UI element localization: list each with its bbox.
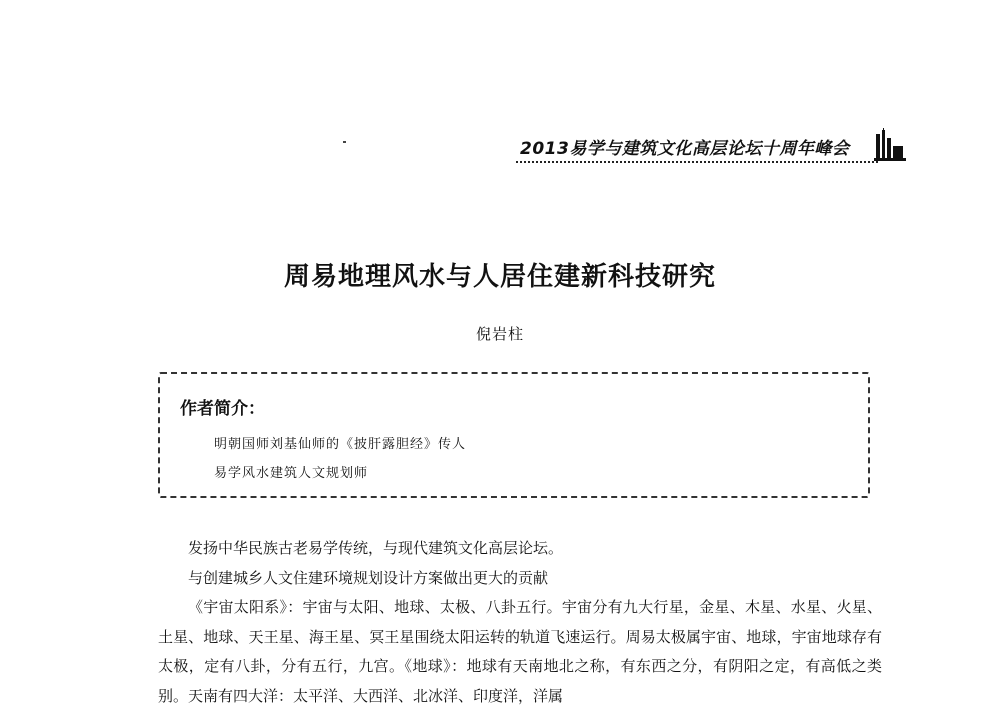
scan-speck <box>343 141 346 143</box>
article-author: 倪岩柱 <box>475 325 524 343</box>
bio-line: 易学风水建筑人文规划师 <box>214 466 369 481</box>
header-dotted-rule <box>516 161 878 163</box>
article-title: 周易地理风水与人居住建新科技研究 <box>283 262 716 292</box>
running-header <box>512 128 912 168</box>
body-paragraph: 发扬中华民族古老易学传统，与现代建筑文化高层论坛。 <box>188 539 564 557</box>
body-paragraph: 与创建城乡人文住建环境规划设计方案做出更大的贡献 <box>188 568 549 587</box>
building-emblem-icon <box>872 128 908 164</box>
bio-heading: 作者简介： <box>180 399 265 419</box>
body-paragraph: 《宇宙太阳系》：宇宙与太阳、地球、太极、八卦五行。宇宙分有九大行星，金星、木星、水星、火星、土星、地球、天王星、海王星、冥王星围绕太阳运转的轨道飞速运行。周易太极属宇宙、地球，宇宙地球存有太极，定有八卦，分有五行，九宫。《地球》：地球有天南地北之称，有东西之分，有阴阳之定，有高低之类别。天南有四大洋：太平洋、大西洋、北冰洋、印度洋，洋属 <box>158 598 882 705</box>
running-header-title: 2013易学与建筑文化高层论坛十周年峰会 <box>520 139 850 159</box>
bio-line: 明朝国师刘基仙师的《披肝露胆经》传人 <box>214 437 467 452</box>
body-text <box>158 534 882 711</box>
author-bio-box <box>158 372 870 498</box>
